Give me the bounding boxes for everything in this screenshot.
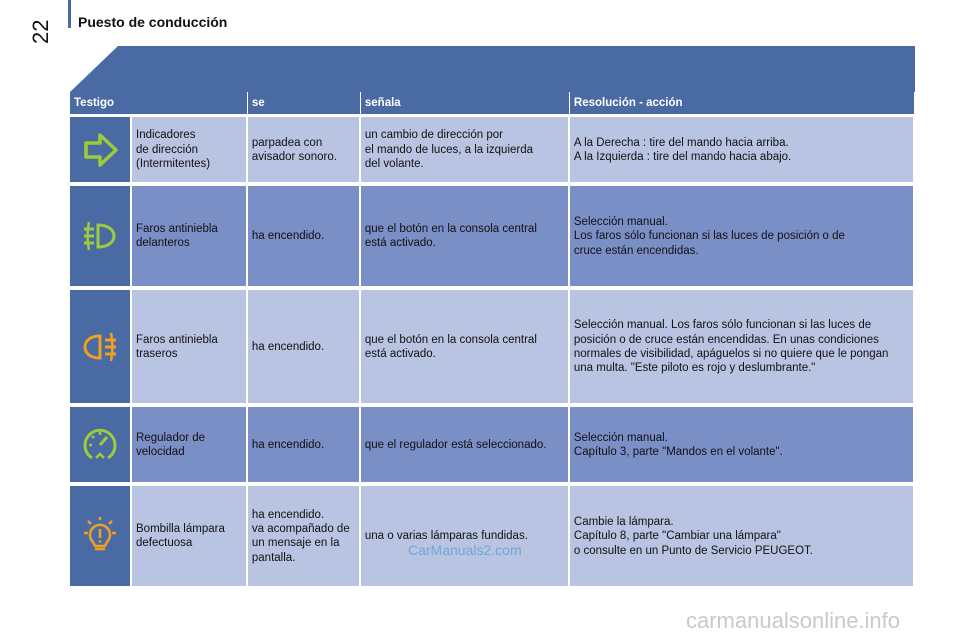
row-meaning: que el regulador está seleccionado.: [361, 407, 570, 483]
row-name: Faros antiniebla delanteros: [132, 186, 248, 287]
arrow-right-icon: [70, 117, 132, 183]
warning-lights-table: [70, 92, 915, 587]
row-action: Selección manual. Capítulo 3, parte "Mandos en el volante".: [570, 407, 915, 483]
bulb-fault-icon: [70, 486, 132, 587]
row-state: ha encendido.: [248, 186, 361, 287]
row-meaning: una o varias lámparas fundidas.: [361, 486, 570, 587]
row-meaning: que el botón en la consola central está activado.: [361, 290, 570, 404]
header-resolucion: Resolución - acción: [570, 92, 915, 114]
row-action: Selección manual. Los faros sólo funcionan si las luces de posición o de cruce están encendidas. En unas condiciones normales de visibilidad, apáguelos si no quiere que le pongan una multa. "Este piloto es rojo y deslumbrante.": [570, 290, 915, 404]
header-se: se: [248, 92, 361, 114]
row-action: A la Derecha : tire del mando hacia arriba. A la Izquierda : tire del mando hacia abajo.: [570, 117, 915, 183]
table-row: [70, 290, 915, 404]
row-name: Indicadores de dirección (Intermitentes): [132, 117, 248, 183]
table-header-row: [70, 92, 915, 114]
row-name: Faros antiniebla traseros: [132, 290, 248, 404]
row-state: ha encendido. va acompañado de un mensaje en la pantalla.: [248, 486, 361, 587]
page-number: 22: [28, 19, 53, 44]
table-row: [70, 186, 915, 287]
row-meaning: que el botón en la consola central está activado.: [361, 186, 570, 287]
row-name: Bombilla lámpara defectuosa: [132, 486, 248, 587]
row-state: ha encendido.: [248, 290, 361, 404]
rear-fog-light-icon: [70, 290, 132, 404]
watermark-footer: carmanualsonline.info: [686, 608, 901, 633]
front-fog-light-icon: [70, 186, 132, 287]
row-meaning: un cambio de dirección por el mando de luces, a la izquierda del volante.: [361, 117, 570, 183]
header-testigo: Testigo: [70, 92, 248, 114]
row-state: parpadea con avisador sonoro.: [248, 117, 361, 183]
row-state: ha encendido.: [248, 407, 361, 483]
table-row: [70, 407, 915, 483]
header-senala: señala: [361, 92, 570, 114]
watermark-inline: CarManuals2.com: [408, 542, 522, 558]
table-row: [70, 117, 915, 183]
section-title: Puesto de conducción: [78, 14, 228, 30]
row-name: Regulador de velocidad: [132, 407, 248, 483]
table-row: [70, 486, 915, 587]
section-marker-bar: [68, 0, 71, 28]
row-action: Cambie la lámpara. Capítulo 8, parte "Cambiar una lámpara" o consulte en un Punto de Servicio PEUGEOT.: [570, 486, 915, 587]
row-action: Selección manual. Los faros sólo funcionan si las luces de posición o de cruce están encendidas.: [570, 186, 915, 287]
cruise-control-icon: [70, 407, 132, 483]
